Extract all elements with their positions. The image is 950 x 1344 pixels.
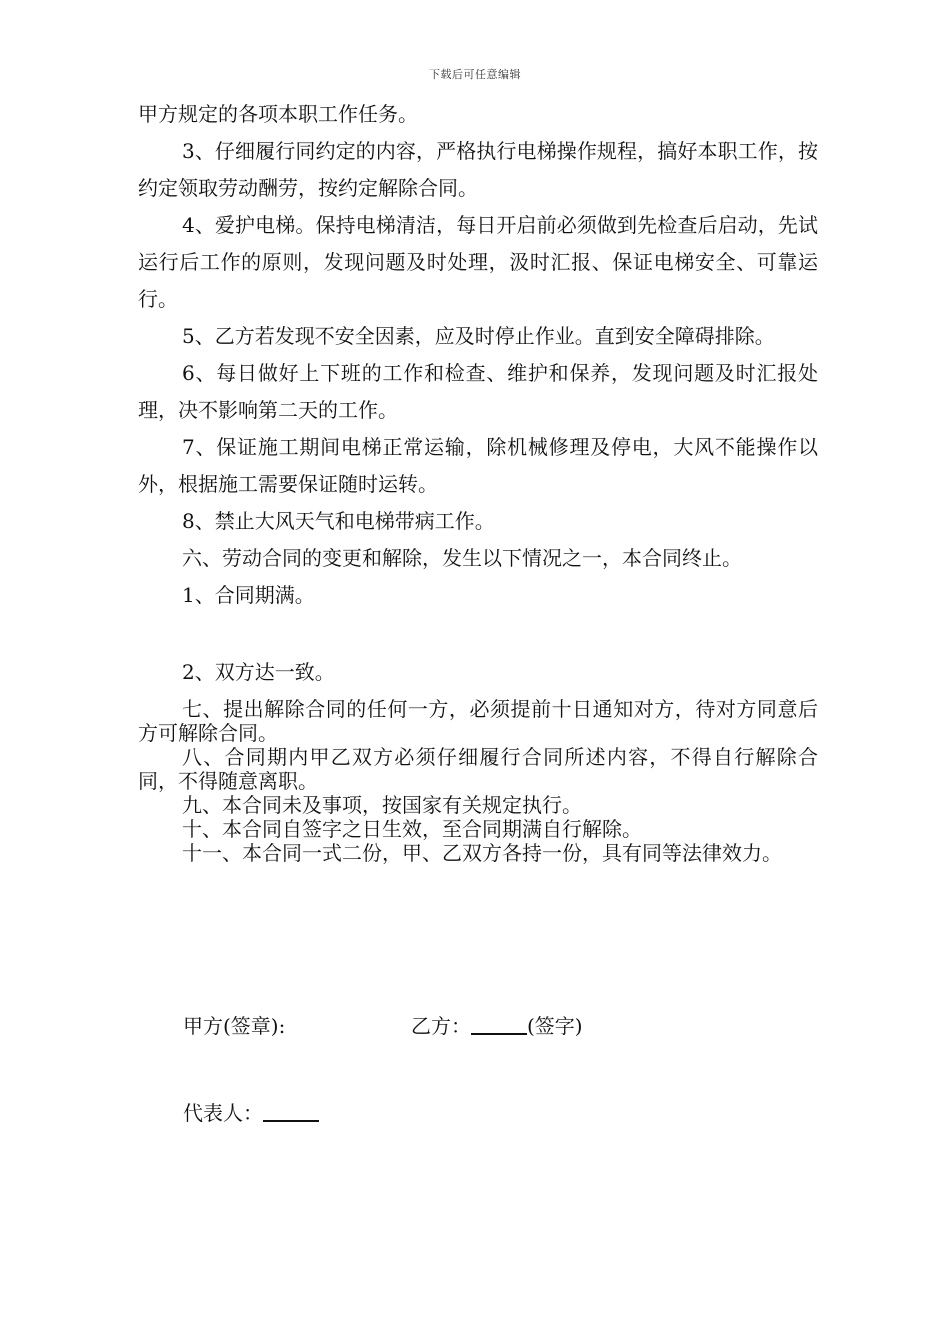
header-note: 下载后可任意编辑	[429, 68, 521, 81]
representative-blank-line	[263, 1100, 319, 1122]
party-b-suffix: (签字)	[527, 1014, 583, 1038]
section-eleven: 十一、本合同一式二份，甲、乙双方各持一份，具有同等法律效力。	[182, 841, 782, 865]
paragraph-item-6: 6、每日做好上下班的工作和检查、维护和保养，发现问题及时汇报处理，决不影响第二天的工作。	[138, 361, 818, 422]
section-ten: 十、本合同自签字之日生效，至合同期满自行解除。	[182, 817, 642, 841]
termination-item-1: 1、合同期满。	[182, 583, 315, 607]
section-nine: 九、本合同未及事项，按国家有关规定执行。	[182, 793, 582, 817]
paragraph-item-5: 5、乙方若发现不安全因素，应及时停止作业。直到安全障碍排除。	[182, 324, 775, 348]
party-b-signature	[411, 1010, 583, 1039]
section-seven: 七、提出解除合同的任何一方，必须提前十日通知对方，待对方同意后方可解除合同。	[138, 697, 818, 745]
contract-body-main	[138, 96, 818, 614]
representative-label: 代表人：	[183, 1101, 263, 1125]
party-a-signature	[183, 1010, 285, 1039]
party-b-label: 乙方：	[411, 1014, 471, 1038]
contract-body-tight	[138, 697, 818, 865]
contract-body-second	[138, 654, 818, 691]
party-a-label: 甲方(签章):	[183, 1014, 286, 1038]
section-six-heading: 六、劳动合同的变更和解除，发生以下情况之一，本合同终止。	[182, 546, 742, 570]
paragraph-item-8: 8、禁止大风天气和电梯带病工作。	[182, 509, 495, 533]
paragraph-item-4: 4、爱护电梯。保持电梯清洁，每日开启前必须做到先检查后启动，先试运行后工作的原则，发现问题及时处理，汲时汇报、保证电梯安全、可靠运行。	[138, 213, 818, 311]
representative-signature	[183, 1097, 319, 1126]
party-b-blank-line	[471, 1013, 527, 1035]
section-eight: 八、合同期内甲乙双方必须仔细履行合同所述内容，不得自行解除合同，不得随意离职。	[138, 745, 818, 793]
paragraph-item-7: 7、保证施工期间电梯正常运输，除机械修理及停电，大风不能操作以外，根据施工需要保证随时运转。	[138, 435, 818, 496]
paragraph-continuation: 甲方规定的各项本职工作任务。	[138, 102, 418, 126]
paragraph-item-3: 3、仔细履行同约定的内容，严格执行电梯操作规程，搞好本职工作，按约定领取劳动酬劳，按约定解除合同。	[138, 139, 818, 200]
termination-item-2: 2、双方达一致。	[182, 660, 335, 684]
